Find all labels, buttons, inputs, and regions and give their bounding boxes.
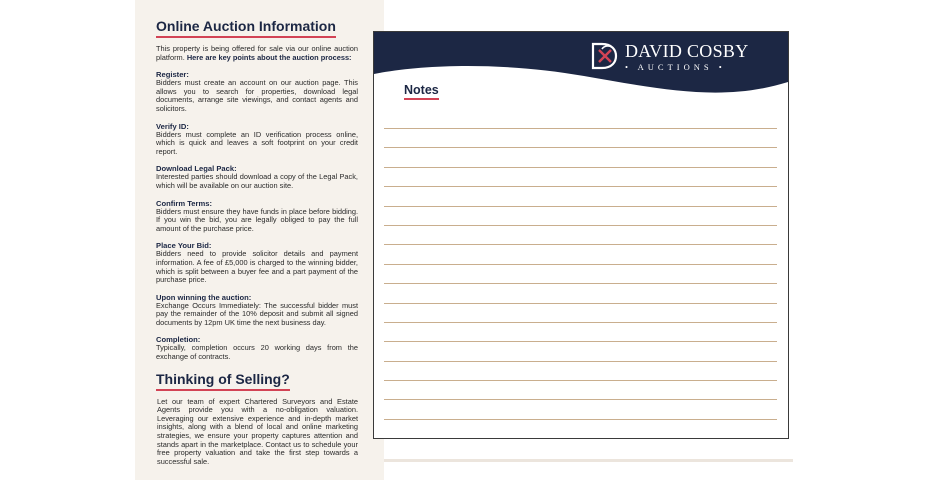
note-line <box>384 244 777 245</box>
brand-name: DAVID COSBY <box>625 41 749 61</box>
note-line <box>384 322 777 323</box>
step-title: Download Legal Pack: <box>156 164 237 174</box>
note-line <box>384 206 777 207</box>
step-title: Completion: <box>156 335 201 345</box>
note-line <box>384 128 777 129</box>
step-body: Bidders need to provide solicitor details and payment information. A fee of £5,000 is charged to the winning bidder, which is split between a buyer fee and a part payment of the purchase price. <box>156 249 358 285</box>
step-place-bid <box>156 241 358 284</box>
note-line <box>384 361 777 362</box>
bottom-divider <box>384 459 793 462</box>
step-body: Bidders must create an account on our auction page. This allows you to search for properties, download legal documents, arrange site viewings, and contact agents and solicitors. <box>156 78 358 113</box>
note-line <box>384 186 777 187</box>
note-line <box>384 167 777 168</box>
step-legal-pack <box>156 164 358 190</box>
step-title: Place Your Bid: <box>156 241 212 251</box>
note-line <box>384 380 777 381</box>
selling-heading: Thinking of Selling? <box>156 371 290 391</box>
notes-heading: Notes <box>404 83 439 100</box>
step-body: Typically, completion occurs 20 working days from the exchange of contracts. <box>156 343 358 362</box>
step-title: Confirm Terms: <box>156 198 212 208</box>
notes-box <box>373 31 789 439</box>
auction-info-heading: Online Auction Information <box>156 18 336 38</box>
brand-tagline: • AUCTIONS • <box>625 62 726 72</box>
note-line <box>384 399 777 400</box>
selling-section <box>156 371 358 467</box>
note-line <box>384 147 777 148</box>
intro-text: This property is being offered for sale via our online auction platform. <box>156 44 358 62</box>
note-line <box>384 264 777 265</box>
step-upon-winning <box>156 293 358 328</box>
auction-intro <box>156 45 358 62</box>
step-body: Bidders must ensure they have funds in place before bidding. If you win the bid, you are legally obliged to pay the full amount of the purchase price. <box>156 206 358 233</box>
step-register <box>156 70 358 113</box>
step-verify-id <box>156 122 358 157</box>
step-title: Register: <box>156 70 189 80</box>
step-body: Bidders must complete an ID verification process online, which is quick and leaves a soft footprint on your credit report. <box>156 129 358 156</box>
step-body: Exchange Occurs Immediately: The successful bidder must pay the remainder of the 10% deposit and submit all signed documents by 12pm UK time the next business day. <box>156 300 358 327</box>
auction-info-column <box>156 18 358 466</box>
step-title: Upon winning the auction: <box>156 292 252 302</box>
intro-bold-text: Here are key points about the auction process: <box>186 52 352 62</box>
notes-lines <box>384 128 777 438</box>
note-line <box>384 419 777 420</box>
note-line <box>384 283 777 284</box>
note-line <box>384 225 777 226</box>
step-confirm-terms <box>156 199 358 234</box>
dc-monogram-icon <box>590 42 620 70</box>
brand-logo <box>590 41 749 73</box>
step-completion <box>156 335 358 361</box>
selling-body: Let our team of expert Chartered Surveyors and Estate Agents provide you with a no-obligation valuation. Leveraging our extensive experience and in-depth market insights, along with a blend of local and online marketing strategies, we ensure your property captures attention and stands apart in the marketplace. Contact us to schedule your free property valuation and take the first step towards a successful sale. <box>157 396 358 466</box>
note-line <box>384 303 777 304</box>
note-line <box>384 341 777 342</box>
step-title: Verify ID: <box>156 121 189 131</box>
step-body: Interested parties should download a copy of the Legal Pack, which will be available on our auction site. <box>156 172 358 190</box>
